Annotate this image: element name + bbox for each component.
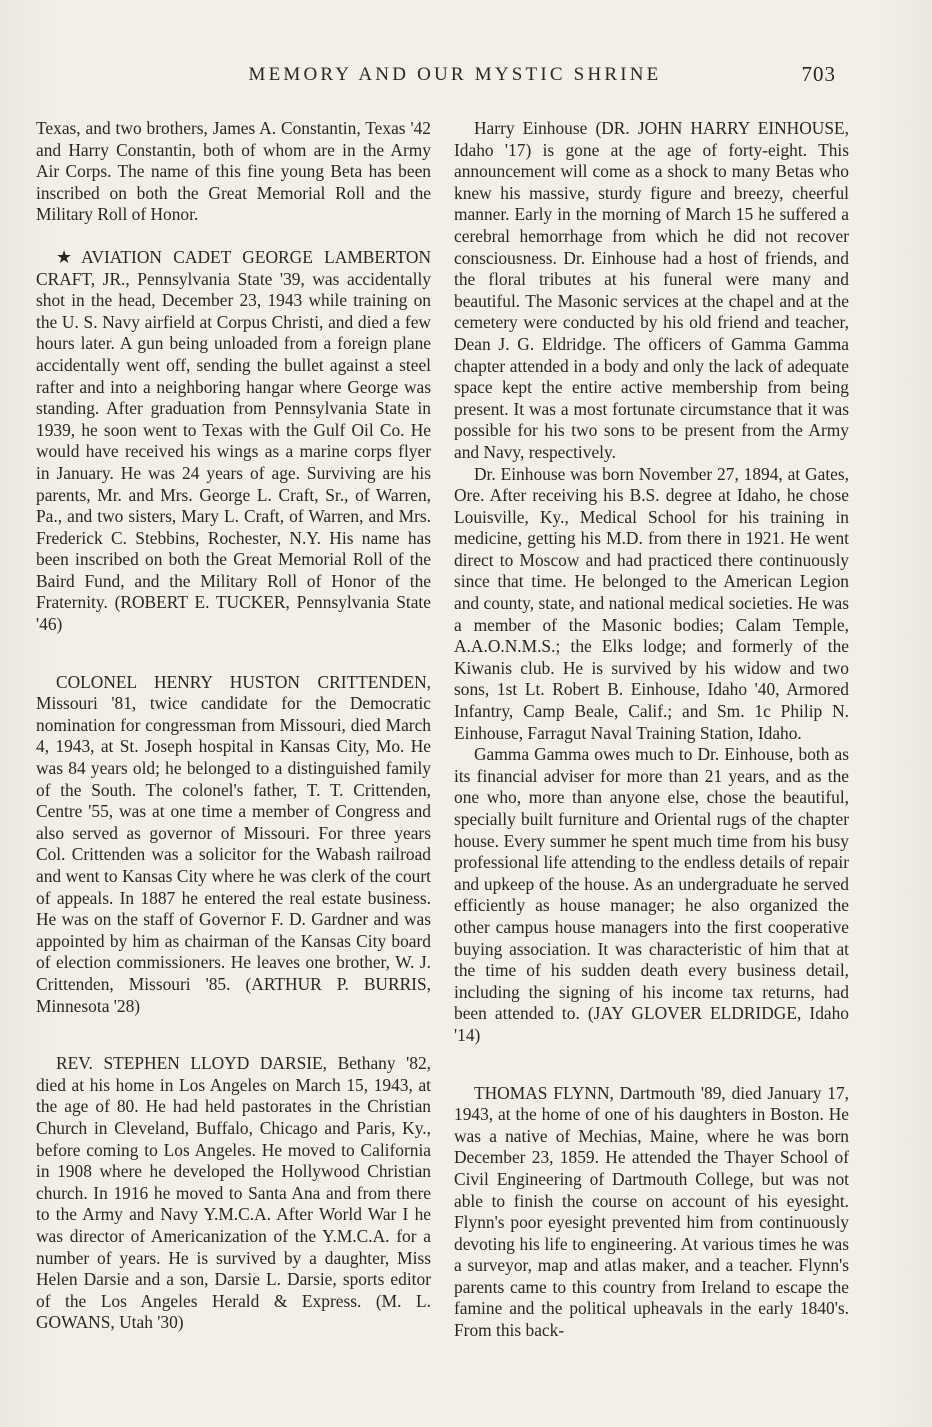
obituary-darsie: REV. STEPHEN LLOYD DARSIE, Bethany '82, died at his home in Los Angeles on March 15, 1943, at the age of 80. He had held pastorates in the Christian Church in Cleveland, Buffalo, Chicago and Paris, Ky., before coming to Los Angeles. He moved to California in 1908 where he developed the Hollywood Christian church. In 1916 he moved to Santa Ana and from there to the Army and Navy Y.M.C.A. After World War I he was director of Americanization of the Y.M.C.A. for a number of years. He is survived by a daughter, Miss Helen Darsie and a son, Darsie L. Darsie, sports editor of the Los Angeles Herald & Express. (M. L. GOWANS, Utah '30) [36, 1053, 431, 1333]
page-number: 703 [801, 62, 836, 86]
left-column [36, 118, 431, 1334]
paragraph-constantin-continued: Texas, and two brothers, James A. Constantin, Texas '42 and Harry Constantin, both of whom are in the Army Air Corps. The name of this fine young Beta has been inscribed on both the Great Memorial Roll and the Military Roll of Honor. [36, 118, 431, 225]
right-column [454, 118, 849, 1342]
obituary-flynn: THOMAS FLYNN, Dartmouth '89, died January 17, 1943, at the home of one of his daughters in Boston. He was a native of Mechias, Maine, where he was born December 23, 1859. He attended the Thayer School of Civil Engineering of Dartmouth College, but was not able to finish the course on account of his eyesight. Flynn's poor eyesight prevented him from continuously devoting his life to engineering. At various times he was a surveyor, map and atlas maker, and a teacher. Flynn's parents came to this country from Ireland to escape the famine and the political upheavals in the early 1840's. From this back- [454, 1082, 849, 1341]
obituary-crittenden: COLONEL HENRY HUSTON CRITTENDEN, Missouri '81, twice candidate for the Democratic nomination for congressman from Missouri, died March 4, 1943, at St. Joseph hospital in Kansas City, Mo. He was 84 years old; he belonged to a distinguished family of the South. The colonel's father, T. T. Crittenden, Centre '55, was at one time a member of Congress and also served as governor of Missouri. For three years Col. Crittenden was a solicitor for the Wabash railroad and went to Kansas City where he was clerk of the court of appeals. In 1887 he entered the real estate business. He was on the staff of Governor F. D. Gardner and was appointed by him as chairman of the Kansas City board of election commissioners. He leaves one brother, W. J. Crittenden, Missouri '85. (ARTHUR P. BURRIS, Minnesota '28) [36, 671, 431, 1016]
obituary-einhouse: Harry Einhouse (DR. JOHN HARRY EINHOUSE, Idaho '17) is gone at the age of forty-eight. This announcement will come as a shock to many Betas who knew his massive, sturdy figure and breezy, cheerful manner. Early in the morning of March 15 he suffered a cerebral hemorrhage from which he did not recover consciousness. Dr. Einhouse had a host of friends, and the floral tributes at his funeral were many and beautiful. The Masonic services at the chapel and at the cemetery were conducted by his old friend and teacher, Dean J. G. Eldridge. The officers of Gamma Gamma chapter attended in a body and only the lack of adequate space kept the entire active membership from being present. It was a most fortunate circumstance that it was possible for his two sons to be present from the Army and Navy, respectively. [454, 118, 849, 462]
obituary-craft-text: AVIATION CADET GEORGE LAMBERTON CRAFT, JR., Pennsylvania State '39, was accidentally shot in the head, December 23, 1943 while training on the U. S. Navy airfield at Corpus Christi, and died a few hours later. A gun being unloaded from a foreign plane accidentally went off, sending the bullet against a steel rafter and into a neighboring hangar where George was standing. After graduation from Pennsylvania State in 1939, he soon went to Texas with the Gulf Oil Co. He would have received his wings as a marine corps flyer in January. He was 24 years of age. Surviving are his parents, Mr. and Mrs. George L. Craft, Sr., of Warren, Pa., and two sisters, Mary L. Craft, of Warren, and Mrs. Frederick C. Stebbins, Rochester, N.Y. His name has been inscribed on both the Great Memorial Roll of the Baird Fund, and the Military Roll of Honor of the Fraternity. (ROBERT E. TUCKER, Pennsylvania State '46) [36, 246, 432, 635]
obituary-craft [36, 247, 431, 636]
running-header: MEMORY AND OUR MYSTIC SHRINE [248, 64, 662, 85]
star-icon: ★ [56, 246, 80, 267]
paragraph-einhouse-gamma-gamma: Gamma Gamma owes much to Dr. Einhouse, both as its financial adviser for more than 21 years, and as the one who, more than anyone else, chose the beautiful, specially built furniture and Oriental rugs of the chapter house. Every summer he spent much time from his busy professional life attending to the endless details of repair and upkeep of the house. As an undergraduate he served efficiently as house manager; he also organized the other campus house managers into the first cooperative buying association. It was characteristic of him that at the time of his sudden death every business detail, including the signing of his income tax returns, had been attended to. (JAY GLOVER ELDRIDGE, Idaho '14) [454, 744, 849, 1045]
paragraph-einhouse-biography: Dr. Einhouse was born November 27, 1894, at Gates, Ore. After receiving his B.S. degree at Idaho, he chose Louisville, Ky., Medical School for his training in medicine, getting his M.D. from there in 1921. He went direct to Moscow and had practiced there continuously since that time. He belonged to the American Legion and county, state, and national medical societies. He was a member of the Masonic bodies; Calam Temple, A.A.O.N.M.S.; the Elks lodge; and formerly of the Kiwanis club. He is survived by his widow and two sons, 1st Lt. Robert B. Einhouse, Idaho '40, Armored Infantry, Camp Beale, Calif.; and Sm. 1c Philip N. Einhouse, Farragut Naval Training Station, Idaho. [454, 463, 849, 743]
